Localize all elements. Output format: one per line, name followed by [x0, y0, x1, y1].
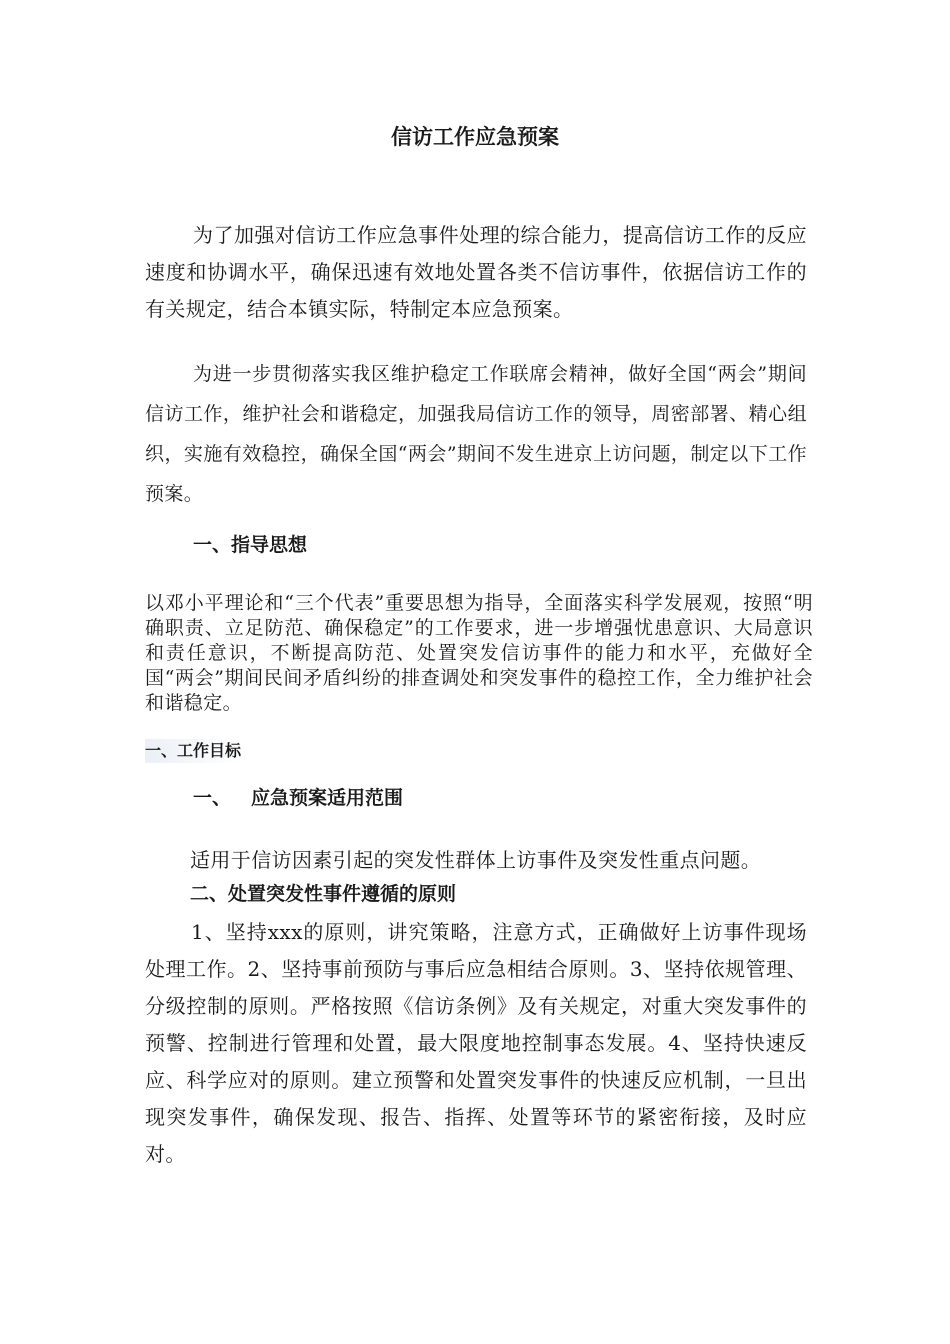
work-goal-heading: 一、工作目标	[145, 739, 241, 763]
document-title: 信访工作应急预案	[391, 125, 559, 149]
guiding-ideology-body: 以邓小平理论和“三个代表”重要思想为指导，全面落实科学发展观，按照“明确职责、立足防范、确保稳定”的工作要求，进一步增强忧患意识、大局意识和责任意识，不断提高防范、处置突发信访事件的能力和水平，充做好全国“两会”期间民间矛盾纠纷的排查调处和突发事件的稳控工作，全力维护社会和谐稳定。	[145, 592, 813, 714]
intro-paragraph: 为了加强对信访工作应急事件处理的综合能力，提高信访工作的反应速度和协调水平，确保迅速有效地处置各类不信访事件，依据信访工作的有关规定，结合本镇实际，特制定本应急预案。	[145, 223, 807, 321]
scope-body: 适用于信访因素引起的突发性群体上访事件及突发性重点问题。	[190, 848, 762, 872]
principles-body: 1、坚持xxx的原则，讲究策略，注意方式，正确做好上访事件现场处理工作。2、坚持事前预防与事后应急相结合原则。3、坚持依规管理、分级控制的原则。严格按照《信访条例》及有关规定，对重大突发事件的预警、控制进行管理和处置，最大限度地控制事态发展。4、坚持快速反应、科学应对的原则。建立预警和处置突发事件的快速反应机制，一旦出现突发事件，确保发现、报告、指挥、处置等环节的紧密衔接，及时应对。	[145, 920, 807, 1166]
principles-heading: 二、处置突发性事件遵循的原则	[190, 883, 457, 905]
scope-heading-text: 应急预案适用范围	[251, 787, 404, 809]
guiding-ideology-heading: 一、指导思想	[193, 534, 308, 556]
scope-heading	[193, 784, 403, 812]
context-paragraph: 为进一步贯彻落实我区维护稳定工作联席会精神，做好全国“两会”期间信访工作，维护社会和谐稳定，加强我局信访工作的领导，周密部署、精心组织，实施有效稳控，确保全国“两会”期间不发生进京上访问题，制定以下工作预案。	[145, 363, 807, 505]
scope-heading-number: 一、	[193, 787, 232, 809]
